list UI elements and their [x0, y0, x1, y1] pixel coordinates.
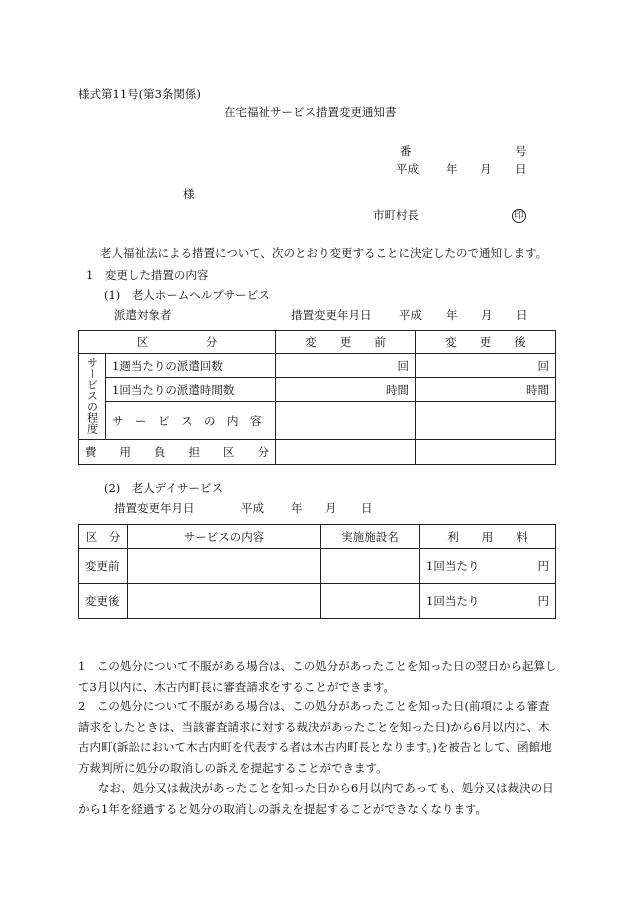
- col-after: 変 更 後: [416, 331, 556, 354]
- row-service-content-label: サ ー ビ ス の 内 容: [106, 402, 276, 440]
- row-before-service: [128, 549, 321, 584]
- form-number: 様式第11号(第3条関係): [78, 87, 201, 101]
- cost-burden-before: [276, 440, 416, 465]
- row-hours-after: 時間: [416, 378, 556, 402]
- row-service-content-before: [276, 402, 416, 440]
- row-before-fee: 1回当たり 円: [420, 549, 556, 584]
- row-before-facility: [321, 549, 420, 584]
- col-fee: 利 用 料: [420, 525, 556, 549]
- row-after-label: 変更後: [79, 584, 128, 619]
- date-year: 年: [446, 162, 458, 176]
- intro-text: 老人福祉法による措置について、次のとおり変更することに決定したので通知します。: [100, 246, 548, 260]
- document-title: 在宅福祉サービス措置変更通知書: [224, 105, 397, 119]
- day-change-date-day: 日: [361, 501, 373, 515]
- row-before-label: 変更前: [79, 549, 128, 584]
- row-after-service: [128, 584, 321, 619]
- service-level-side-label: サービスの程度: [79, 354, 106, 440]
- note-2: 2 この処分について不服がある場合は、この処分があったことを知った日(前項による審査請求をしたときは、当該審査請求に対する裁決があったことを知った日)から6月以内に、木古内町(訴訟において木古内町を代表する者は木古内町長となります。)を被告として、函館地方裁判所に処分の取消しの訴えを提起することができます。: [78, 699, 552, 775]
- cost-burden-after: [416, 440, 556, 465]
- number-suffix: 号: [515, 144, 527, 158]
- note-3: なお、処分又は裁決があったことを知った日から6月以内であっても、処分又は裁決の日から1年を経過すると処分の取消しの訴えを提起することができなくなります。: [78, 781, 554, 816]
- note-1: 1 この処分について不服がある場合は、この処分があったことを知った日の翌日から起算して3月以内に、木古内町長に審査請求をすることができます。: [78, 659, 557, 694]
- cost-burden-label: 費 用 負 担 区 分: [79, 440, 276, 465]
- addressee-honorific: 様: [183, 187, 195, 201]
- section1-heading: 1 変更した措置の内容: [86, 268, 209, 282]
- change-date-month: 月: [481, 308, 493, 322]
- day-change-date-label: 措置変更年月日: [114, 501, 195, 515]
- sub2-heading: (2) 老人デイサービス: [104, 481, 223, 495]
- dayservice-table: [78, 524, 556, 619]
- row-after-facility: [321, 584, 420, 619]
- col-before: 変 更 前: [276, 331, 416, 354]
- day-change-date-month: 月: [325, 501, 337, 515]
- day-change-date-era: 平成: [241, 501, 264, 515]
- change-date-day: 日: [516, 308, 528, 322]
- row-after-fee: 1回当たり 円: [420, 584, 556, 619]
- row-hours-label: 1回当たりの派遣時間数: [106, 378, 276, 402]
- date-day: 日: [515, 162, 527, 176]
- seal-icon: 印: [512, 207, 526, 223]
- row-weekly-dispatch-after: 回: [416, 354, 556, 378]
- sub1-heading: (1) 老人ホームヘルプサービス: [104, 288, 270, 302]
- homehelp-table: [78, 330, 556, 465]
- col-service-content: サービスの内容: [128, 525, 321, 549]
- date-era: 平成: [396, 162, 419, 176]
- change-date-era: 平成: [399, 308, 422, 322]
- row-hours-before: 時間: [276, 378, 416, 402]
- change-date-year: 年: [446, 308, 458, 322]
- col-kubun: 区 分: [79, 525, 128, 549]
- date-month: 月: [480, 162, 492, 176]
- row-weekly-dispatch-label: 1週当たりの派遣回数: [106, 354, 276, 378]
- col-kubun: 区 分: [79, 331, 276, 354]
- dispatch-target-label: 派遣対象者: [114, 308, 172, 322]
- number-label: 番: [400, 144, 412, 158]
- row-weekly-dispatch-before: 回: [276, 354, 416, 378]
- day-change-date-year: 年: [291, 501, 303, 515]
- col-facility-name: 実施施設名: [321, 525, 420, 549]
- issuer-title: 市町村長: [373, 208, 419, 222]
- row-service-content-after: [416, 402, 556, 440]
- change-date-label: 措置変更年月日: [291, 308, 372, 322]
